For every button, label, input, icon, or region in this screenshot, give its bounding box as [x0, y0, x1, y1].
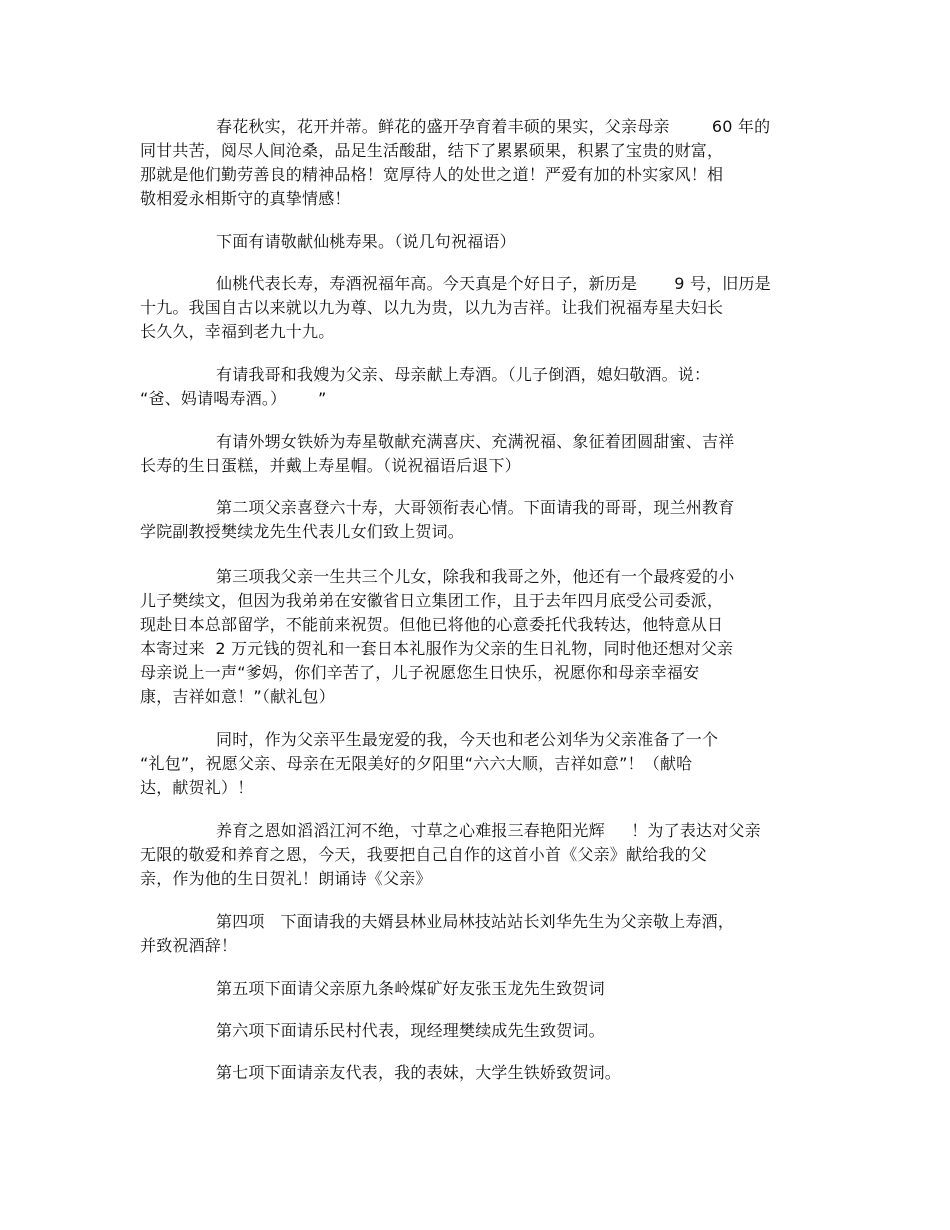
text-line: 长寿的生日蛋糕，并戴上寿星帽。（说祝福语后退下）: [140, 456, 521, 475]
text-line: 康，吉祥如意！”（献礼包）: [140, 687, 335, 706]
text-line: 儿子樊续文，但因为我弟弟在安徽省日立集团工作，且于去年四月底受公司委派，: [140, 591, 724, 610]
text-line: “礼包”，祝愿父亲、母亲在无限美好的夕阳里“六六大顺，吉祥如意”！（献哈: [140, 754, 693, 773]
text-line: “爸、妈请喝寿酒。） ”: [140, 389, 327, 408]
text-line: 无限的敬爱和养育之恩，今天，我要把自己自作的这首小首《父亲》献给我的父: [140, 845, 708, 864]
text-line: 有请外甥女铁娇为寿星敬献充满喜庆、充满祝福、象征着团圆甜蜜、吉祥: [216, 432, 735, 451]
text-line: 仙桃代表长寿，寿酒祝福年高。今天真是个好日子，新历是 9 号，旧历是: [216, 274, 771, 293]
text-line: 春花秋实，花开并蒂。鲜花的盛开孕育着丰硕的果实，父亲母亲 60 年的: [216, 117, 771, 136]
text-line: 十九。我国自古以来就以九为尊、以九为贵，以九为吉祥。让我们祝福寿星夫妇长: [140, 298, 724, 317]
text-line: 学院副教授樊续龙先生代表儿女们致上贺词。: [140, 522, 465, 541]
text-line: 第三项我父亲一生共三个儿女，除我和我哥之外，他还有一个最疼爱的小: [216, 567, 735, 586]
text-line: 现赴日本总部留学，不能前来祝贺。但他已将他的心意委托代我转达，他特意从日: [140, 615, 724, 634]
text-line: 亲，作为他的生日贺礼！朗诵诗《父亲》: [140, 869, 432, 888]
text-line: 母亲说上一声“爹妈，你们辛苦了，儿子祝愿您生日快乐，祝愿你和母亲幸福安: [140, 663, 700, 682]
text-line: 有请我哥和我嫂为父亲、母亲献上寿酒。（儿子倒酒，媳妇敬酒。说：: [216, 365, 711, 384]
text-line: 那就是他们勤劳善良的精神品格！宽厚待人的处世之道！严爱有加的朴实家风！相: [140, 165, 724, 184]
text-line: 敬相爱永相斯守的真挚情感！: [140, 189, 351, 208]
text-line: 同时，作为父亲平生最宠爱的我，今天也和老公刘华为父亲准备了一个: [216, 730, 719, 749]
text-line: 本寄过来 2 万元钱的贺礼和一套日本礼服作为父亲的生日礼物，同时他还想对父亲: [140, 639, 734, 658]
text-line: 第七项下面请亲友代表，我的表妹，大学生铁娇致贺词。: [216, 1063, 622, 1082]
text-line: 第五项下面请父亲原九条岭煤矿好友张玉龙先生致贺词: [216, 979, 605, 998]
text-line: 达，献贺礼）！: [140, 778, 254, 797]
text-line: 下面有请敬献仙桃寿果。（说几句祝福语）: [216, 232, 516, 251]
text-line: 第六项下面请乐民村代表，现经理樊续成先生致贺词。: [216, 1021, 605, 1040]
text-line: 第二项父亲喜登六十寿，大哥领衔表心情。下面请我的哥哥，现兰州教育: [216, 498, 735, 517]
text-line: 长久久，幸福到老九十九。: [140, 322, 335, 341]
text-line: 养育之恩如滔滔江河不绝，寸草之心难报三春艳阳光辉 ！为了表达对父亲: [216, 821, 761, 840]
text-line: 同甘共苦，阅尽人间沧桑，品足生活酸甜，结下了累累硕果，积累了宝贵的财富，: [140, 141, 724, 160]
text-line: 并致祝酒辞！: [140, 936, 238, 955]
text-line: 第四项 下面请我的夫婿县林业局林技站站长刘华先生为父亲敬上寿酒，: [216, 912, 735, 931]
